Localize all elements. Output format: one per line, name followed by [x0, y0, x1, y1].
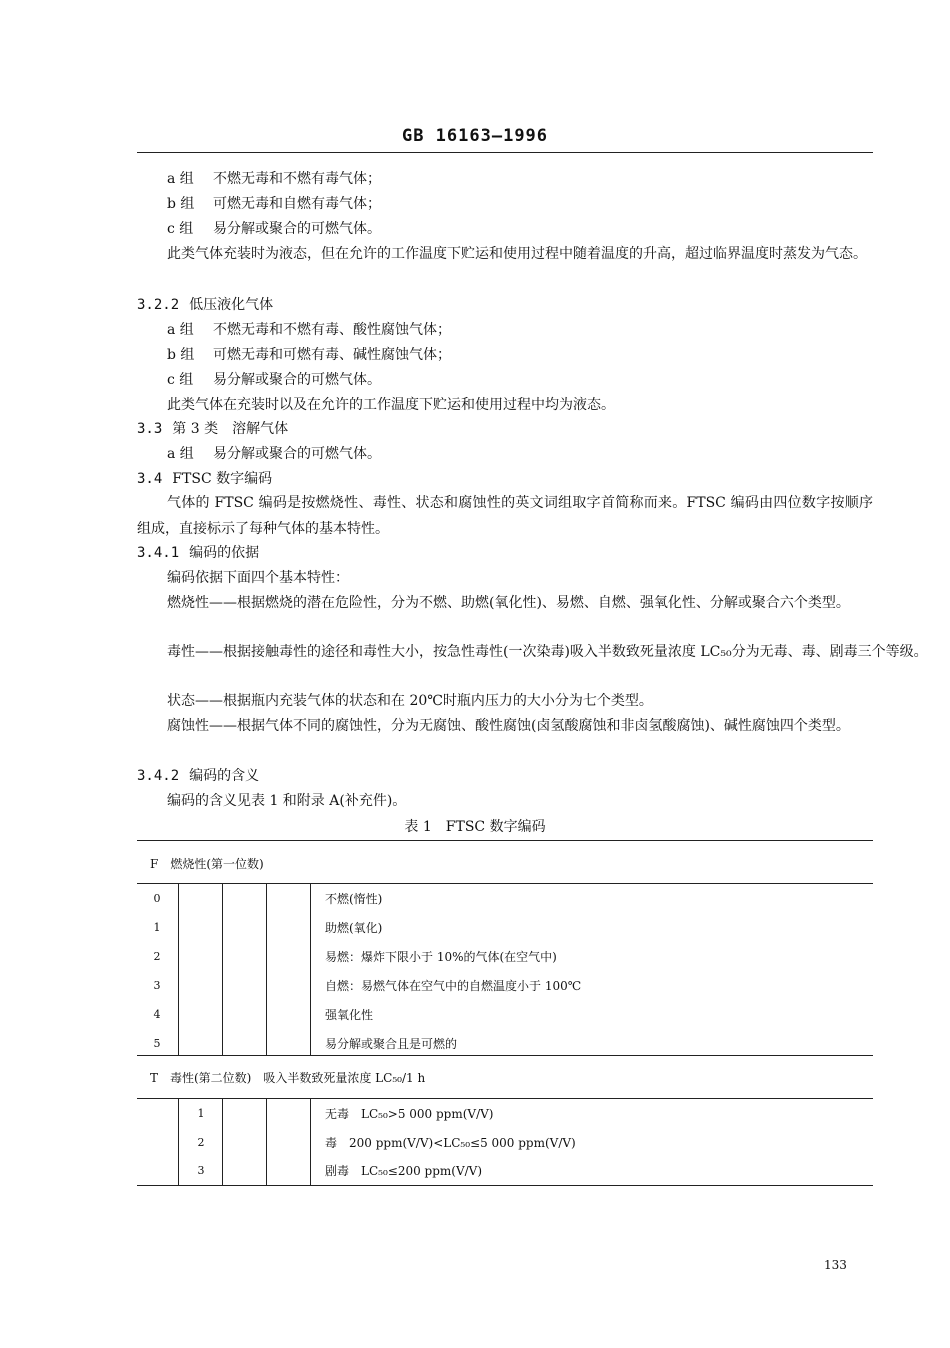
group-line	[167, 346, 451, 364]
table-row-desc: 助燃(氧化)	[325, 921, 383, 935]
table-caption: 表 1 FTSC 数字编码	[404, 819, 546, 835]
section-number: 3.4	[137, 471, 163, 487]
definition-state	[167, 688, 873, 714]
group-text: 不燃无毒和不燃有毒、酸性腐蚀气体；	[213, 322, 451, 338]
table-row-desc: 毒 200 ppm(V/V)<LC₅₀≤5 000 ppm(V/V)	[325, 1136, 576, 1150]
group-text: 可燃无毒和可燃有毒、碱性腐蚀气体；	[213, 347, 451, 363]
t-section-top-rule	[137, 1055, 873, 1056]
group-label: a 组	[167, 322, 194, 338]
table-row-desc: 易分解或聚合且是可燃的	[325, 1037, 458, 1051]
definition-term: 燃烧性——	[167, 595, 237, 611]
table-row-code: 1	[153, 921, 161, 934]
paragraph-322-note: 此类气体在充装时以及在允许的工作温度下贮运和使用过程中均为液态。	[167, 397, 615, 413]
definition-text: 根据瓶内充装气体的状态和在 20℃时瓶内压力的大小分为七个类型。	[223, 693, 653, 709]
group-line	[167, 321, 451, 339]
table-top-rule	[137, 840, 873, 841]
section-heading-34	[137, 470, 272, 488]
group-text: 易分解或聚合的可燃气体。	[213, 221, 381, 237]
table-row-code: 5	[153, 1037, 161, 1050]
table-bottom-rule	[137, 1185, 873, 1186]
definition-term: 毒性——	[167, 644, 223, 660]
column-divider	[178, 883, 179, 1055]
paragraph-341-intro: 编码依据下面四个基本特性：	[167, 570, 349, 586]
column-divider	[178, 1098, 179, 1185]
group-label: b 组	[167, 196, 195, 212]
group-label: c 组	[167, 221, 194, 237]
section-heading-33	[137, 420, 288, 438]
f-section-heading: F 燃烧性(第一位数)	[150, 857, 264, 871]
group-line	[167, 445, 381, 463]
column-divider	[266, 883, 267, 1055]
definition-text: 根据燃烧的潜在危险性，分为不燃、助燃(氧化性)、易燃、自燃、强氧化性、分解或聚合六个类型。	[237, 595, 850, 611]
paragraph-34: 气体的 FTSC 编码是按燃烧性、毒性、状态和腐蚀性的英文词组取字首简称而来。FTSC 编码由四位数字按顺序组成，直接标示了每种气体的基本特性。	[137, 495, 873, 537]
table-row-desc: 无毒 LC₅₀>5 000 ppm(V/V)	[325, 1107, 494, 1121]
group-line	[167, 371, 381, 389]
column-divider	[266, 1098, 267, 1185]
table-row-code: 2	[197, 1136, 205, 1149]
paragraph-342: 编码的含义见表 1 和附录 A(补充件)。	[167, 793, 407, 809]
section-title: 编码的含义	[189, 768, 260, 784]
section-heading-322	[137, 296, 273, 314]
table-row-code: 0	[153, 892, 161, 905]
section-number: 3.3	[137, 421, 163, 437]
paragraph-321-note: 此类气体充装时为液态，但在允许的工作温度下贮运和使用过程中随着温度的升高，超过临界温度时蒸发为气态。	[167, 246, 867, 262]
section-title: 第 3 类 溶解气体	[172, 421, 289, 437]
table-row-code: 3	[153, 979, 161, 992]
group-text: 不燃无毒和不燃有毒气体；	[213, 171, 381, 187]
section-heading-341	[137, 544, 259, 562]
group-text: 易分解或聚合的可燃气体。	[213, 446, 381, 462]
t-section-heading: T 毒性(第二位数) 吸入半数致死量浓度 LC₅₀/1 h	[150, 1071, 426, 1085]
section-title: 编码的依据	[189, 545, 260, 561]
document-header: GB 16163—1996	[401, 126, 549, 146]
f-section-rule	[137, 883, 873, 884]
definition-flammability	[167, 590, 950, 616]
group-label: c 组	[167, 372, 194, 388]
definition-toxicity	[167, 639, 945, 665]
section-number: 3.2.2	[137, 297, 180, 313]
group-text: 易分解或聚合的可燃气体。	[213, 372, 381, 388]
table-row-desc: 不燃(惰性)	[325, 892, 383, 906]
table-row-code: 4	[153, 1008, 161, 1021]
definition-text: 根据气体不同的腐蚀性，分为无腐蚀、酸性腐蚀(卤氢酸腐蚀和非卤氢酸腐蚀)、碱性腐蚀四个类型。	[237, 718, 850, 734]
group-text: 可燃无毒和自燃有毒气体；	[213, 196, 381, 212]
section-number: 3.4.1	[137, 545, 180, 561]
group-label: b 组	[167, 347, 195, 363]
table-row-desc: 易燃：爆炸下限小于 10%的气体(在空气中)	[325, 950, 557, 964]
header-rule	[137, 152, 873, 153]
group-line	[167, 170, 381, 188]
section-title: FTSC 数字编码	[172, 471, 273, 487]
table-row-code: 2	[153, 950, 161, 963]
section-number: 3.4.2	[137, 768, 180, 784]
definition-term: 腐蚀性——	[167, 718, 237, 734]
section-heading-342	[137, 767, 259, 785]
group-line	[167, 195, 381, 213]
column-divider	[222, 883, 223, 1055]
group-label: a 组	[167, 446, 194, 462]
table-row-desc: 剧毒 LC₅₀≤200 ppm(V/V)	[325, 1164, 483, 1178]
group-label: a 组	[167, 171, 194, 187]
table-row-code: 1	[197, 1107, 205, 1120]
group-line	[167, 220, 381, 238]
definition-term: 状态——	[167, 693, 223, 709]
page-number: 133	[824, 1258, 847, 1272]
column-divider	[310, 1098, 311, 1185]
table-row-code: 3	[197, 1164, 205, 1177]
section-title: 低压液化气体	[189, 297, 274, 313]
t-section-rule	[137, 1098, 873, 1099]
definition-corrosivity	[167, 713, 950, 739]
column-divider	[222, 1098, 223, 1185]
table-row-desc: 强氧化性	[325, 1008, 374, 1022]
definition-text: 根据接触毒性的途径和毒性大小，按急性毒性(一次染毒)吸入半数致死量浓度 LC₅₀分为无毒、毒、剧毒三个等级。	[223, 644, 928, 660]
column-divider	[310, 883, 311, 1055]
table-row-desc: 自燃：易燃气体在空气中的自燃温度小于 100℃	[325, 979, 582, 993]
